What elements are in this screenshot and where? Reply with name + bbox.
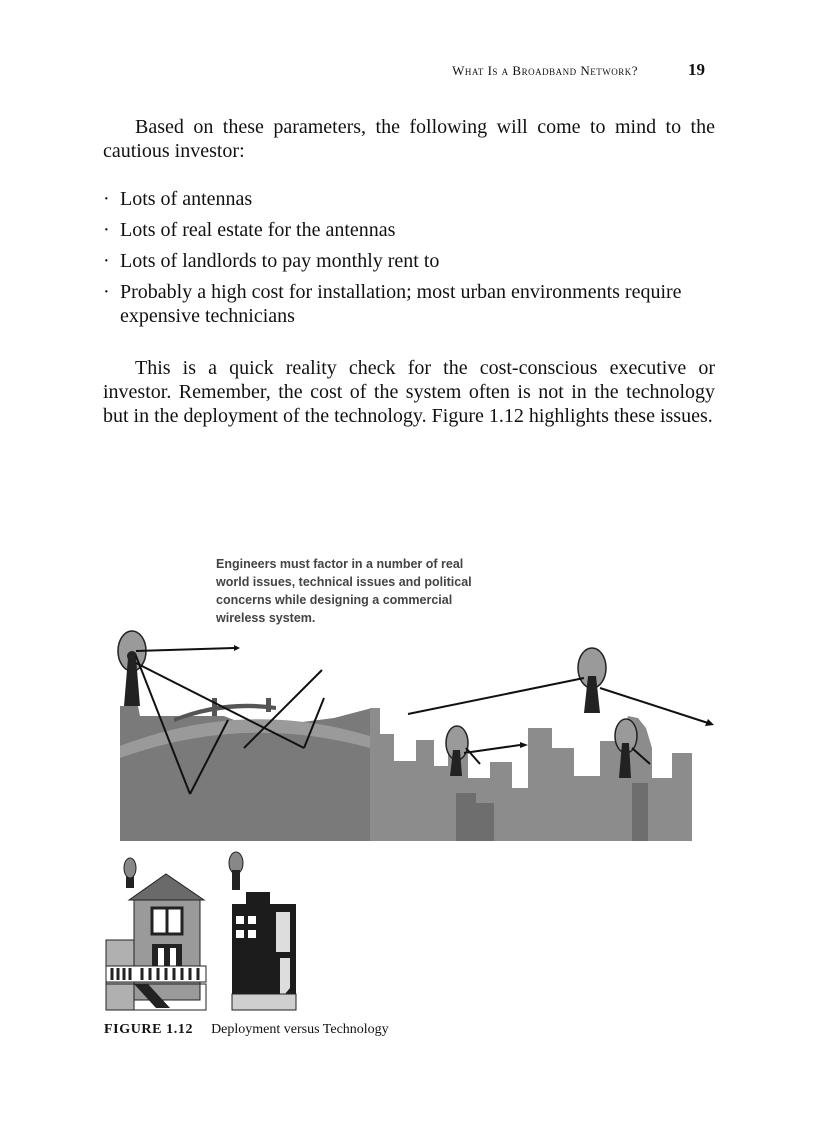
list-item: [103, 218, 719, 242]
paragraph-intro-text: Based on these parameters, the following will come to mind to the cautious investor:: [103, 116, 715, 162]
list-item-text: Lots of real estate for the antennas: [120, 219, 396, 241]
paragraph-intro: [103, 115, 715, 163]
figure-label: FIGURE 1.12: [104, 1022, 194, 1037]
page-number: 19: [688, 60, 705, 79]
paragraph-reality-check: [103, 356, 715, 428]
list-item-text: Probably a high cost for installation; most urban environments require expensive technicians: [120, 281, 682, 327]
antenna-tower-city-2: [578, 648, 606, 713]
figure-title: Deployment versus Technology: [211, 1022, 389, 1037]
arrow-head: [234, 645, 240, 651]
bullet-dot: ·: [103, 219, 110, 241]
arrow-head: [520, 742, 528, 748]
figure-text-line-1: Engineers must factor in a number of real: [216, 557, 464, 571]
list-item-text: Lots of antennas: [120, 188, 253, 210]
running-header: [0, 60, 816, 84]
building-illustration: [229, 852, 296, 1010]
list-item: [103, 280, 719, 328]
list-item: [103, 249, 719, 273]
bullet-list: [103, 187, 719, 335]
list-item-text: Lots of landlords to pay monthly rent to: [120, 250, 440, 272]
bullet-dot: ·: [103, 188, 110, 210]
bridge-tower: [212, 698, 217, 716]
bridge-tower: [266, 698, 271, 712]
figure-text-line-2: world issues, technical issues and political: [216, 575, 472, 589]
figure-caption: [104, 1022, 389, 1038]
house-illustration: [106, 858, 206, 1010]
bullet-dot: ·: [103, 281, 110, 303]
figure-illustration: [104, 548, 724, 1018]
running-head-title: What Is a Broadband Network?: [452, 63, 638, 78]
figure-deployment-illustration: [104, 548, 724, 1018]
figure-text-line-3: concerns while designing a commercial: [216, 593, 453, 607]
bullet-dot: ·: [103, 250, 110, 272]
list-item: [103, 187, 719, 211]
figure-text-line-4: wireless system.: [216, 611, 316, 625]
paragraph-reality-check-text: This is a quick reality check for the cost-conscious executive or investor. Remember, the cost of the system often is not in the technology but in the deployment of the technology. Figure 1.12 highlights these issues.: [103, 357, 715, 427]
